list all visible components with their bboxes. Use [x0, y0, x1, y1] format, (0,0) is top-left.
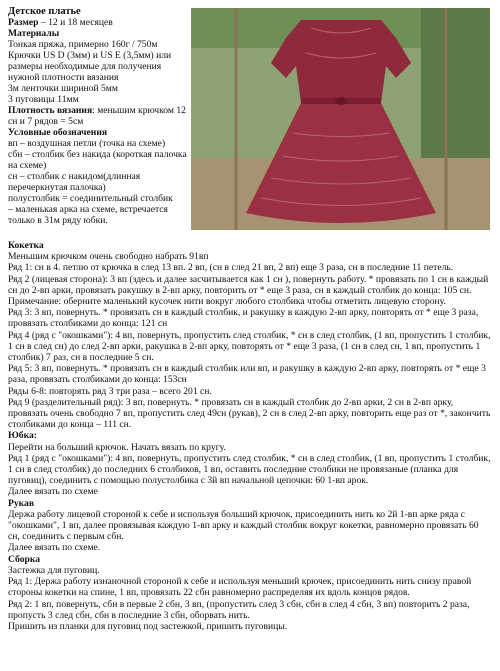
instruction-line: Ряд 2 (лицевая сторона): 3 вп (здесь и далее засчитывается как 1 сн ), повернуть работу. * провязать по 1 сн в каждый сн до 2-вп арки, провязать ракушку в 2-вп арку, повторить от * еще 3 раза, сн в каждый столбик до конца: 105 сн.	[8, 273, 489, 296]
dress-illustration	[191, 8, 490, 230]
assembly-line: Ряд 1: Держа работу изнаночной стороной к себе и используя меньший крючек, присоединить нить снизу правой стороны кокетки на спине, 1 вп, провязать 22 сбн равномерно распределяя их вдоль концов рядов.	[8, 576, 472, 599]
skirt-line: Перейти на больший крючок. Начать вязать по кругу.	[8, 441, 226, 453]
gauge-text: : меньшим крючком 12 сн и 7 рядов = 5см	[8, 105, 186, 127]
sleeve-label: Рукав	[8, 497, 35, 509]
assembly-line: Застежка для пуговиц.	[8, 564, 100, 576]
kokette-label: Кокетка	[8, 240, 44, 251]
instruction-line: Ряд 4 (ряд с "окошками"): 4 вп, повернуть, пропустить след столбик, * сн в след столбик, (1 вп, пропустить 1 столбик, 1 сн в след сн) до след 2-вп арки, ракушка в 2-вп арку, повторять от * еще 3 раза, (1 сн в след сн, 1 вп, пропустить 1 столбик) 7 раз, сн в последние 5 сн.	[8, 329, 491, 364]
size-value: – 12 и 18 месяцев	[38, 17, 113, 28]
materials-line: 3 пуговицы 11мм	[8, 94, 79, 105]
instructions-body	[8, 240, 492, 632]
skirt-line: Далее вязать по схеме	[8, 486, 98, 498]
materials-line: Тонкая пряжа, примерно 160г / 750м	[8, 39, 158, 50]
skirt-label: Юбка:	[8, 430, 37, 442]
instruction-line: Меньшим крючком очень свободно набрать 91вп	[8, 251, 209, 263]
page-title: Детское платье	[8, 6, 81, 17]
symbol-line: вп – воздушная петли (точка на схеме)	[8, 138, 166, 149]
symbol-line: сн – столбик с накидом(длинная перечеркнутая палочка)	[8, 171, 141, 193]
instruction-line: Примечание: оберните маленький кусочек нити вокруг любого столбика чтобы отметить лицевую сторону.	[8, 296, 446, 308]
symbol-line: полустолбик = соединительный столбик	[8, 193, 173, 204]
materials-line: 3м ленточки шириной 5мм	[8, 83, 118, 94]
instruction-line: Ряд 1: сн в 4. петлю от крючка в след 13 вп. 2 вп, (сн в след 21 вп, 2 вп) еще 3 раза, сн в последние 11 петель.	[8, 262, 454, 274]
symbol-line: – маленькая арка на схеме, встречается только в 31м ряду юбки.	[8, 204, 168, 226]
skirt-line: Ряд 1 (ряд с "окошками"): 4 вп, повернуть, пропустить след столбик, * сн в след столбик, (1 вп, пропустить 1 столбик, 1 сн в след столбик) до последних 6 столбиков, 1 вп, оставить последние столбики не провязаные (планка для пуговиц), соединить с помощью полустолбика с 3й вп начальной цепочки: 60 1-вп арок.	[8, 452, 491, 487]
gauge-line	[8, 105, 190, 127]
instruction-line: Ряды 6-8: повторять ряд 3 три раза – всего 201 сн.	[8, 385, 212, 397]
symbol-line: сбн – столбик без накида (короткая палочка на схеме)	[8, 149, 187, 171]
size-line	[8, 17, 190, 28]
intro-section	[8, 6, 190, 226]
instruction-line: Ряд 5: 3 вп, повернуть. * провязать сн в каждый столбик или вп, и ракушку в каждую 2-вп арку, повторять от * еще 3 раза, провязать столбиками до конца: 153сн	[8, 363, 486, 386]
crochet-dress-photo	[191, 8, 490, 230]
gauge-label: Плотность вязания	[8, 105, 93, 116]
instruction-line: Ряд 9 (разделительный ряд): 3 вп, повернуть. * провязать сн в каждый столбик до 2-вп арки, 2 сн в 2-вп арку, провязать очень свободно 7 вп, пропустить след 49сн (рукав), 2 сн в след 2-вп арку, повторить еще раз от *, закончить столбиками до конца – 111 сн.	[8, 396, 491, 431]
materials-label: Материалы	[8, 28, 60, 39]
assembly-line: Пришить из планки для пуговиц под застежкой, пришить пуговицы.	[8, 620, 288, 632]
sleeve-line: Держа работу лицевой стороной к себе и используя больший крючок, присоединить нить ко 2й 1-вп арке ряда с "окошками", 1 вп, далее провязывая каждую 1-вп арку и каждый столбик вокруг кокетки, равномерно провязать 60 сн, соединить с первым сбн.	[8, 508, 479, 543]
instruction-line: Ряд 3: 3 вп, повернуть. * провязать сн в каждый столбик, и ракушку в каждую 2-вп арку, повторять от * еще 3 раза, провязать столбиками до конца: 121 сн	[8, 307, 479, 330]
materials-line: Крючки US D (3мм) и US E (3,5мм) или размеры необходимые для получения нужной плотности вязания	[8, 50, 172, 83]
assembly-label: Сборка	[8, 553, 41, 565]
sleeve-line: Далее вязать по схеме.	[8, 542, 101, 554]
assembly-line: Ряд 2: 1 вп, повернуть, сбн в первые 2 сбн, 3 вп, (пропустить след 3 сбн, сбн в след 4 сбн, 3 вп) повторить 2 раза, пропусть 3 след сбн, сбн в последние 3 сбн, оборвать нить.	[8, 598, 470, 621]
size-label: Размер	[8, 17, 39, 28]
symbols-label: Условные обозначения	[8, 127, 108, 138]
